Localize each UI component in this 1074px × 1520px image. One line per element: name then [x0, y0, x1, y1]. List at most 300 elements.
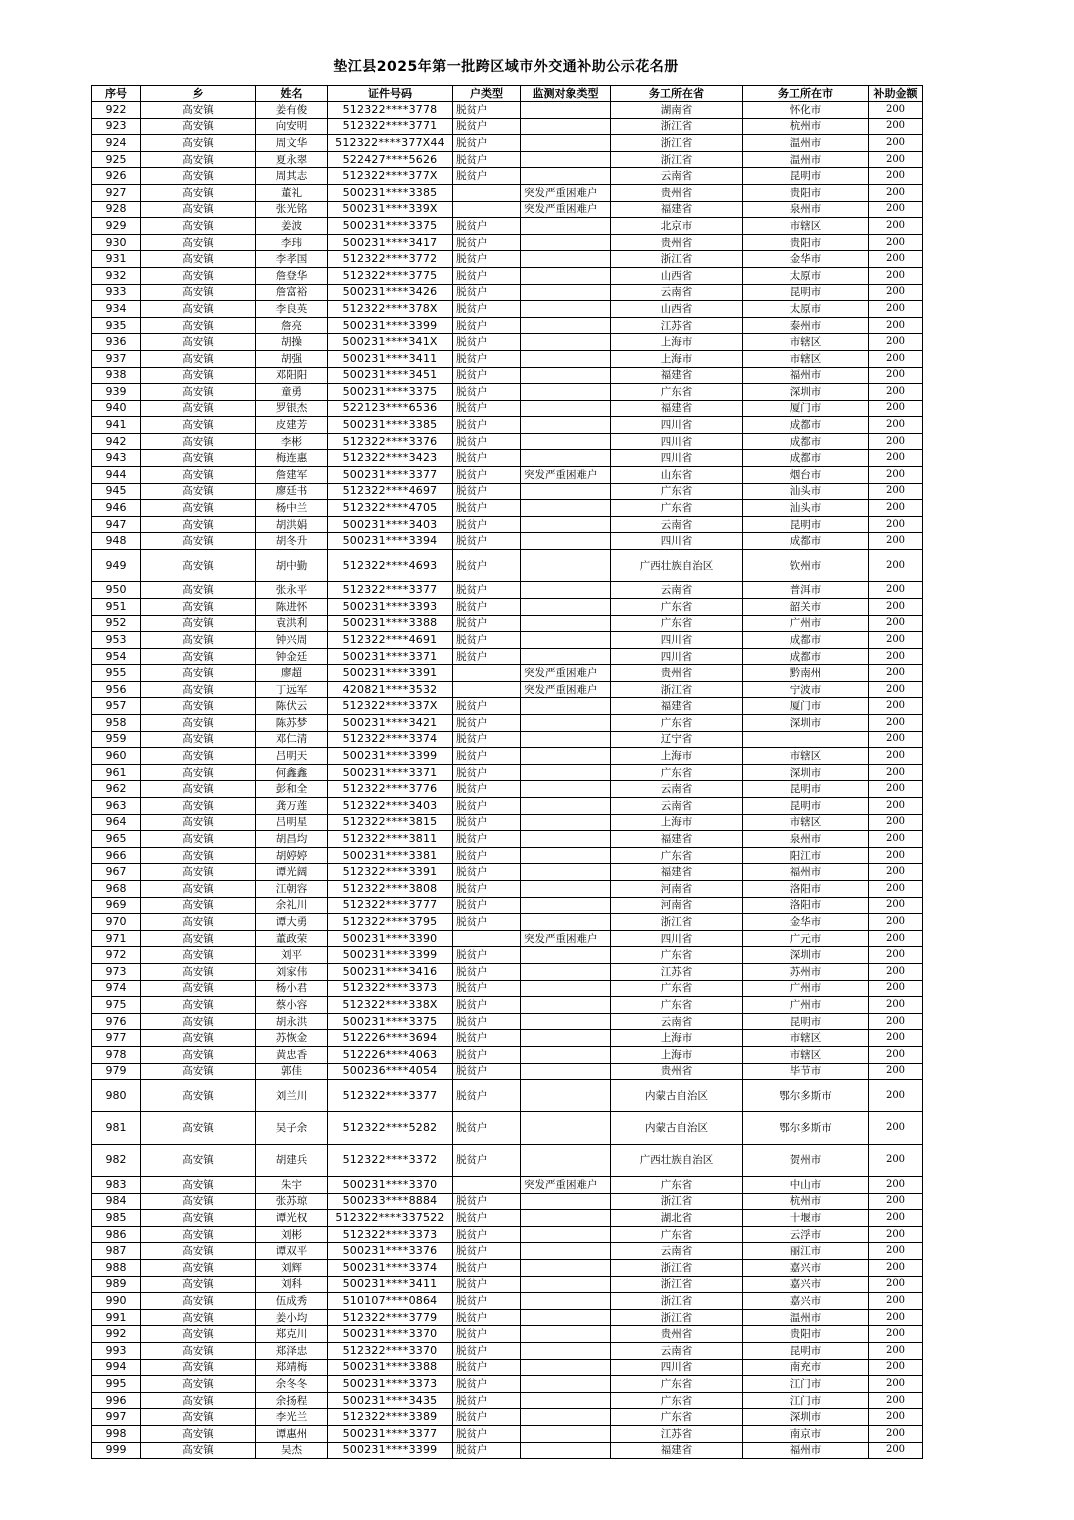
cell-monitor-type	[521, 1442, 611, 1459]
cell-household-type: 脱贫户	[453, 764, 521, 781]
cell-town: 高安镇	[141, 648, 256, 665]
cell-work-province: 内蒙古自治区	[611, 1080, 743, 1112]
cell-name: 吕明星	[256, 814, 328, 831]
page-title: 垫江县2025年第一批跨区域市外交通补助公示花名册	[333, 59, 679, 75]
cell-work-province: 福建省	[611, 864, 743, 881]
cell-work-province: 云南省	[611, 1013, 743, 1030]
cell-household-type: 脱贫户	[453, 251, 521, 268]
cell-name: 夏永翠	[256, 151, 328, 168]
cell-town: 高安镇	[141, 864, 256, 881]
cell-name: 胡婷婷	[256, 847, 328, 864]
cell-household-type: 脱贫户	[453, 831, 521, 848]
cell-name: 余礼川	[256, 897, 328, 914]
cell-household-type: 脱贫户	[453, 715, 521, 732]
cell-work-city: 贵阳市	[743, 1326, 869, 1343]
cell-subsidy: 200	[869, 1013, 923, 1030]
cell-monitor-type	[521, 1276, 611, 1293]
cell-town: 高安镇	[141, 764, 256, 781]
cell-subsidy: 200	[869, 467, 923, 484]
cell-seq: 980	[92, 1080, 141, 1112]
cell-subsidy: 200	[869, 516, 923, 533]
cell-id-number: 512322****3808	[328, 881, 453, 898]
cell-monitor-type	[521, 1210, 611, 1227]
cell-subsidy: 200	[869, 1276, 923, 1293]
cell-work-province: 福建省	[611, 367, 743, 384]
cell-work-province: 上海市	[611, 814, 743, 831]
cell-subsidy: 200	[869, 798, 923, 815]
cell-town: 高安镇	[141, 1309, 256, 1326]
cell-work-province: 广东省	[611, 947, 743, 964]
cell-id-number: 512322****3376	[328, 433, 453, 450]
table-row	[92, 1112, 923, 1144]
cell-subsidy: 200	[869, 665, 923, 682]
cell-id-number: 500231****3391	[328, 665, 453, 682]
cell-work-city: 温州市	[743, 151, 869, 168]
cell-work-province: 浙江省	[611, 118, 743, 135]
table-row	[92, 467, 923, 484]
cell-subsidy: 200	[869, 400, 923, 417]
cell-subsidy: 200	[869, 1177, 923, 1194]
table-row	[92, 135, 923, 152]
cell-id-number: 500231****3377	[328, 1425, 453, 1442]
cell-town: 高安镇	[141, 1144, 256, 1176]
cell-household-type: 脱贫户	[453, 814, 521, 831]
cell-work-province: 上海市	[611, 748, 743, 765]
cell-id-number: 500231****3371	[328, 764, 453, 781]
cell-household-type: 脱贫户	[453, 1442, 521, 1459]
cell-town: 高安镇	[141, 350, 256, 367]
table-row	[92, 1226, 923, 1243]
cell-subsidy: 200	[869, 1376, 923, 1393]
cell-work-city: 江门市	[743, 1392, 869, 1409]
table-row	[92, 1260, 923, 1277]
cell-household-type	[453, 201, 521, 218]
cell-work-province: 江苏省	[611, 317, 743, 334]
cell-name: 吴杰	[256, 1442, 328, 1459]
cell-work-city: 深圳市	[743, 947, 869, 964]
cell-town: 高安镇	[141, 1376, 256, 1393]
cell-seq: 962	[92, 781, 141, 798]
cell-seq: 946	[92, 500, 141, 517]
cell-work-city: 云浮市	[743, 1226, 869, 1243]
table-row	[92, 350, 923, 367]
cell-monitor-type	[521, 814, 611, 831]
cell-household-type: 脱贫户	[453, 1013, 521, 1030]
cell-id-number: 512322****3771	[328, 118, 453, 135]
cell-seq: 922	[92, 102, 141, 119]
cell-work-city	[743, 731, 869, 748]
cell-subsidy: 200	[869, 947, 923, 964]
cell-id-number: 512226****4063	[328, 1046, 453, 1063]
cell-name: 谭惠州	[256, 1425, 328, 1442]
cell-town: 高安镇	[141, 218, 256, 235]
cell-id-number: 512322****3377	[328, 1080, 453, 1112]
cell-work-province: 湖南省	[611, 102, 743, 119]
cell-town: 高安镇	[141, 151, 256, 168]
cell-name: 詹亮	[256, 317, 328, 334]
cell-id-number: 500231****3417	[328, 234, 453, 251]
cell-household-type: 脱贫户	[453, 118, 521, 135]
table-row	[92, 831, 923, 848]
cell-id-number: 512322****3776	[328, 781, 453, 798]
cell-name: 詹建军	[256, 467, 328, 484]
cell-subsidy: 200	[869, 980, 923, 997]
cell-seq: 950	[92, 582, 141, 599]
cell-seq: 933	[92, 284, 141, 301]
table-row	[92, 632, 923, 649]
cell-work-province: 贵州省	[611, 1063, 743, 1080]
cell-id-number: 512322****3372	[328, 1144, 453, 1176]
cell-work-province: 云南省	[611, 284, 743, 301]
cell-household-type	[453, 930, 521, 947]
cell-subsidy: 200	[869, 1030, 923, 1047]
cell-work-city: 成都市	[743, 648, 869, 665]
cell-name: 蔡小容	[256, 997, 328, 1014]
cell-household-type: 脱贫户	[453, 1063, 521, 1080]
cell-household-type: 脱贫户	[453, 1276, 521, 1293]
table-row	[92, 1425, 923, 1442]
cell-work-city: 昆明市	[743, 1013, 869, 1030]
header-household-type: 户类型	[453, 86, 521, 102]
cell-work-city: 毕节市	[743, 1063, 869, 1080]
cell-work-province: 福建省	[611, 1442, 743, 1459]
cell-seq: 951	[92, 598, 141, 615]
cell-monitor-type	[521, 284, 611, 301]
cell-work-province: 广东省	[611, 1392, 743, 1409]
cell-name: 胡昌均	[256, 831, 328, 848]
roster-table	[91, 85, 923, 1459]
cell-seq: 958	[92, 715, 141, 732]
cell-household-type: 脱贫户	[453, 433, 521, 450]
cell-work-city: 昆明市	[743, 168, 869, 185]
cell-town: 高安镇	[141, 450, 256, 467]
cell-name: 胡永洪	[256, 1013, 328, 1030]
table-row	[92, 781, 923, 798]
cell-town: 高安镇	[141, 168, 256, 185]
cell-household-type: 脱贫户	[453, 516, 521, 533]
cell-monitor-type	[521, 997, 611, 1014]
cell-seq: 966	[92, 847, 141, 864]
cell-id-number: 512322****4705	[328, 500, 453, 517]
cell-town: 高安镇	[141, 1326, 256, 1343]
cell-subsidy: 200	[869, 897, 923, 914]
cell-household-type: 脱贫户	[453, 1342, 521, 1359]
cell-town: 高安镇	[141, 748, 256, 765]
table-row	[92, 715, 923, 732]
cell-work-city: 江门市	[743, 1376, 869, 1393]
cell-work-province: 广东省	[611, 500, 743, 517]
cell-work-city: 深圳市	[743, 715, 869, 732]
cell-subsidy: 200	[869, 251, 923, 268]
cell-subsidy: 200	[869, 1210, 923, 1227]
cell-name: 胡建兵	[256, 1144, 328, 1176]
table-header-row	[92, 86, 923, 102]
cell-town: 高安镇	[141, 731, 256, 748]
cell-household-type: 脱贫户	[453, 980, 521, 997]
cell-work-city: 福州市	[743, 1442, 869, 1459]
cell-monitor-type	[521, 1376, 611, 1393]
cell-seq: 978	[92, 1046, 141, 1063]
table-row	[92, 748, 923, 765]
table-row	[92, 384, 923, 401]
cell-seq: 942	[92, 433, 141, 450]
cell-seq: 926	[92, 168, 141, 185]
cell-id-number: 500231****3393	[328, 598, 453, 615]
table-row	[92, 1342, 923, 1359]
cell-id-number: 500231****341X	[328, 334, 453, 351]
table-row	[92, 764, 923, 781]
cell-town: 高安镇	[141, 847, 256, 864]
cell-id-number: 512322****3403	[328, 798, 453, 815]
cell-name: 詹登华	[256, 267, 328, 284]
cell-household-type: 脱贫户	[453, 1260, 521, 1277]
cell-town: 高安镇	[141, 997, 256, 1014]
cell-id-number: 500231****3370	[328, 1326, 453, 1343]
cell-seq: 925	[92, 151, 141, 168]
cell-town: 高安镇	[141, 665, 256, 682]
table-row	[92, 483, 923, 500]
table-row	[92, 118, 923, 135]
cell-work-province: 四川省	[611, 433, 743, 450]
cell-seq: 973	[92, 963, 141, 980]
cell-work-province: 浙江省	[611, 681, 743, 698]
cell-town: 高安镇	[141, 317, 256, 334]
cell-subsidy: 200	[869, 168, 923, 185]
cell-seq: 998	[92, 1425, 141, 1442]
cell-household-type	[453, 1177, 521, 1194]
table-row	[92, 1243, 923, 1260]
cell-household-type: 脱贫户	[453, 748, 521, 765]
table-row	[92, 698, 923, 715]
cell-monitor-type	[521, 847, 611, 864]
cell-town: 高安镇	[141, 1080, 256, 1112]
cell-name: 廖超	[256, 665, 328, 682]
cell-work-province: 广东省	[611, 1226, 743, 1243]
cell-name: 苏恢金	[256, 1030, 328, 1047]
table-row	[92, 550, 923, 582]
cell-monitor-type	[521, 1425, 611, 1442]
table-body	[92, 102, 923, 1459]
cell-work-province: 山西省	[611, 301, 743, 318]
cell-town: 高安镇	[141, 698, 256, 715]
table-row	[92, 400, 923, 417]
cell-id-number: 512322****378X	[328, 301, 453, 318]
cell-monitor-type	[521, 897, 611, 914]
cell-household-type: 脱贫户	[453, 384, 521, 401]
cell-monitor-type	[521, 1112, 611, 1144]
cell-work-province: 山西省	[611, 267, 743, 284]
cell-id-number: 500231****3385	[328, 417, 453, 434]
cell-subsidy: 200	[869, 118, 923, 135]
cell-town: 高安镇	[141, 483, 256, 500]
cell-work-city: 厦门市	[743, 698, 869, 715]
cell-name: 陈苏梦	[256, 715, 328, 732]
cell-name: 黄忠香	[256, 1046, 328, 1063]
table-row	[92, 1376, 923, 1393]
cell-town: 高安镇	[141, 1342, 256, 1359]
table-row	[92, 1392, 923, 1409]
cell-work-province: 云南省	[611, 1342, 743, 1359]
cell-seq: 955	[92, 665, 141, 682]
cell-household-type: 脱贫户	[453, 731, 521, 748]
cell-subsidy: 200	[869, 184, 923, 201]
cell-seq: 932	[92, 267, 141, 284]
cell-work-province: 四川省	[611, 632, 743, 649]
cell-subsidy: 200	[869, 914, 923, 931]
cell-town: 高安镇	[141, 1260, 256, 1277]
cell-town: 高安镇	[141, 550, 256, 582]
cell-household-type: 脱贫户	[453, 284, 521, 301]
cell-seq: 967	[92, 864, 141, 881]
cell-monitor-type	[521, 1392, 611, 1409]
cell-monitor-type	[521, 947, 611, 964]
cell-work-province: 广东省	[611, 1177, 743, 1194]
cell-name: 江朝容	[256, 881, 328, 898]
table-row	[92, 1177, 923, 1194]
cell-work-province: 浙江省	[611, 251, 743, 268]
table-row	[92, 914, 923, 931]
cell-name: 杨小君	[256, 980, 328, 997]
cell-monitor-type: 突发严重困难户	[521, 665, 611, 682]
cell-work-province: 浙江省	[611, 1276, 743, 1293]
cell-town: 高安镇	[141, 1013, 256, 1030]
cell-work-province: 云南省	[611, 798, 743, 815]
cell-id-number: 500231****3399	[328, 1442, 453, 1459]
cell-work-province: 贵州省	[611, 234, 743, 251]
table-row	[92, 864, 923, 881]
cell-name: 胡冬升	[256, 533, 328, 550]
cell-work-city: 泉州市	[743, 201, 869, 218]
cell-name: 郑克川	[256, 1326, 328, 1343]
cell-monitor-type	[521, 301, 611, 318]
cell-work-city: 嘉兴市	[743, 1276, 869, 1293]
cell-household-type: 脱贫户	[453, 1112, 521, 1144]
cell-monitor-type	[521, 384, 611, 401]
cell-household-type: 脱贫户	[453, 1392, 521, 1409]
cell-household-type: 脱贫户	[453, 350, 521, 367]
cell-work-province: 贵州省	[611, 1326, 743, 1343]
cell-work-city: 成都市	[743, 450, 869, 467]
cell-id-number: 500231****3416	[328, 963, 453, 980]
cell-name: 张苏琼	[256, 1193, 328, 1210]
cell-id-number: 512322****3777	[328, 897, 453, 914]
cell-id-number: 500231****3388	[328, 1359, 453, 1376]
cell-name: 向安明	[256, 118, 328, 135]
cell-town: 高安镇	[141, 301, 256, 318]
cell-work-province: 河南省	[611, 897, 743, 914]
cell-seq: 976	[92, 1013, 141, 1030]
cell-household-type: 脱贫户	[453, 1226, 521, 1243]
cell-work-city: 昆明市	[743, 516, 869, 533]
cell-seq: 956	[92, 681, 141, 698]
cell-id-number: 500231****3377	[328, 467, 453, 484]
cell-town: 高安镇	[141, 1293, 256, 1310]
cell-work-province: 浙江省	[611, 1193, 743, 1210]
cell-monitor-type	[521, 1342, 611, 1359]
cell-seq: 944	[92, 467, 141, 484]
cell-monitor-type	[521, 533, 611, 550]
cell-id-number: 500233****8884	[328, 1193, 453, 1210]
cell-name: 李良英	[256, 301, 328, 318]
cell-household-type: 脱贫户	[453, 301, 521, 318]
table-row	[92, 1063, 923, 1080]
cell-work-province: 上海市	[611, 334, 743, 351]
cell-id-number: 500231****3411	[328, 1276, 453, 1293]
cell-id-number: 512322****3370	[328, 1342, 453, 1359]
cell-id-number: 510107****0864	[328, 1293, 453, 1310]
header-town: 乡	[141, 86, 256, 102]
cell-id-number: 500231****3394	[328, 533, 453, 550]
cell-id-number: 500231****3451	[328, 367, 453, 384]
cell-seq: 989	[92, 1276, 141, 1293]
cell-subsidy: 200	[869, 1309, 923, 1326]
cell-name: 胡中勤	[256, 550, 328, 582]
cell-subsidy: 200	[869, 648, 923, 665]
cell-monitor-type	[521, 500, 611, 517]
cell-work-city: 韶关市	[743, 598, 869, 615]
cell-town: 高安镇	[141, 1063, 256, 1080]
cell-work-province: 四川省	[611, 533, 743, 550]
cell-work-province: 福建省	[611, 698, 743, 715]
cell-seq: 993	[92, 1342, 141, 1359]
cell-household-type: 脱贫户	[453, 1409, 521, 1426]
cell-work-province: 四川省	[611, 417, 743, 434]
cell-name: 刘彬	[256, 1226, 328, 1243]
cell-work-city: 市辖区	[743, 1030, 869, 1047]
cell-subsidy: 200	[869, 350, 923, 367]
cell-id-number: 500231****3399	[328, 947, 453, 964]
cell-work-city: 洛阳市	[743, 897, 869, 914]
cell-work-city: 鄂尔多斯市	[743, 1112, 869, 1144]
cell-subsidy: 200	[869, 102, 923, 119]
cell-seq: 994	[92, 1359, 141, 1376]
cell-work-province: 云南省	[611, 582, 743, 599]
cell-town: 高安镇	[141, 118, 256, 135]
cell-monitor-type	[521, 748, 611, 765]
header-subsidy: 补助金额	[869, 86, 923, 102]
cell-subsidy: 200	[869, 1392, 923, 1409]
cell-household-type: 脱贫户	[453, 847, 521, 864]
cell-household-type: 脱贫户	[453, 533, 521, 550]
cell-seq: 959	[92, 731, 141, 748]
cell-monitor-type	[521, 367, 611, 384]
cell-subsidy: 200	[869, 135, 923, 152]
cell-subsidy: 200	[869, 781, 923, 798]
cell-name: 姜有俊	[256, 102, 328, 119]
cell-seq: 952	[92, 615, 141, 632]
cell-id-number: 512322****338X	[328, 997, 453, 1014]
cell-town: 高安镇	[141, 615, 256, 632]
cell-work-city: 贵阳市	[743, 184, 869, 201]
cell-work-city: 贺州市	[743, 1144, 869, 1176]
cell-household-type	[453, 184, 521, 201]
cell-seq: 972	[92, 947, 141, 964]
cell-town: 高安镇	[141, 582, 256, 599]
cell-work-province: 四川省	[611, 1359, 743, 1376]
cell-monitor-type: 突发严重困难户	[521, 201, 611, 218]
cell-monitor-type	[521, 516, 611, 533]
cell-work-province: 福建省	[611, 831, 743, 848]
cell-town: 高安镇	[141, 334, 256, 351]
cell-seq: 981	[92, 1112, 141, 1144]
cell-subsidy: 200	[869, 433, 923, 450]
cell-household-type: 脱贫户	[453, 1326, 521, 1343]
cell-id-number: 500231****3385	[328, 184, 453, 201]
cell-monitor-type	[521, 1359, 611, 1376]
table-row	[92, 881, 923, 898]
table-row	[92, 1276, 923, 1293]
cell-id-number: 512322****3778	[328, 102, 453, 119]
